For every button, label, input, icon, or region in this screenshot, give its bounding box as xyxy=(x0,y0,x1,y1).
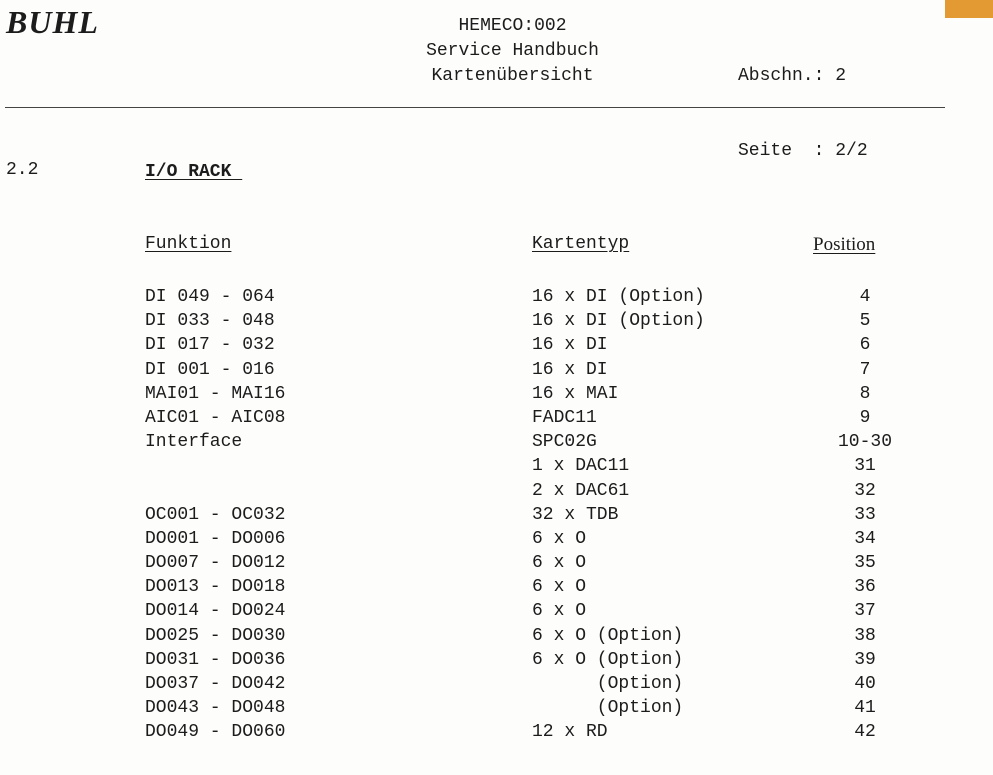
cell-funktion: AIC01 - AIC08 xyxy=(145,407,286,428)
cell-kartentyp: FADC11 xyxy=(532,407,597,428)
cell-position: 7 xyxy=(859,359,871,380)
cell-funktion: DO031 - DO036 xyxy=(145,649,286,670)
table-row xyxy=(0,309,993,333)
cell-position: 10-30 xyxy=(837,432,892,453)
card-table xyxy=(0,285,993,745)
table-row xyxy=(0,672,993,696)
company-logo: BUHL xyxy=(6,4,99,40)
cell-kartentyp: 16 x DI (Option) xyxy=(532,311,705,332)
cell-position: 42 xyxy=(854,722,876,743)
column-header-funktion: Funktion xyxy=(145,234,232,254)
table-row xyxy=(0,696,993,720)
cell-funktion: DO007 - DO012 xyxy=(145,553,286,574)
cell-kartentyp: SPC02G xyxy=(532,432,597,453)
cell-position: 40 xyxy=(854,674,876,694)
cell-kartentyp: 16 x DI xyxy=(532,335,608,356)
cell-funktion: DO049 - DO060 xyxy=(145,722,286,743)
cell-position: 5 xyxy=(859,311,871,332)
section-number: 2.2 xyxy=(6,160,39,180)
cell-position: 8 xyxy=(859,383,871,404)
cell-position: 37 xyxy=(854,601,876,622)
table-row xyxy=(0,454,993,478)
corner-mark xyxy=(945,0,993,18)
cell-kartentyp: (Option) xyxy=(532,674,684,694)
table-row xyxy=(0,648,993,672)
cell-kartentyp: 1 x DAC11 xyxy=(532,456,630,477)
table-row xyxy=(0,358,993,382)
page-label: Seite : 2/2 xyxy=(738,141,868,161)
cell-funktion: DO043 - DO048 xyxy=(145,698,286,719)
cell-position: 36 xyxy=(854,577,876,598)
table-row xyxy=(0,430,993,454)
cell-funktion: DI 033 - 048 xyxy=(145,311,275,332)
cell-funktion: DO001 - DO006 xyxy=(145,528,286,549)
cell-funktion: DI 001 - 016 xyxy=(145,359,275,380)
cell-kartentyp: 6 x O xyxy=(532,528,587,549)
cell-kartentyp: 16 x DI xyxy=(532,359,608,380)
table-row xyxy=(0,527,993,551)
cell-position: 38 xyxy=(854,625,876,646)
table-row xyxy=(0,503,993,527)
table-row xyxy=(0,479,993,503)
cell-funktion: OC001 - OC032 xyxy=(145,504,286,525)
document-title: Service Handbuch xyxy=(426,41,599,61)
section-label: Abschn.: 2 xyxy=(738,66,847,86)
cell-kartentyp: 32 x TDB xyxy=(532,504,619,525)
cell-position: 32 xyxy=(854,480,876,501)
cell-position: 35 xyxy=(854,553,876,574)
table-row xyxy=(0,333,993,357)
document-subtitle: Kartenübersicht xyxy=(431,66,594,86)
cell-kartentyp: 2 x DAC61 xyxy=(532,480,630,501)
cell-kartentyp: 16 x DI (Option) xyxy=(532,287,705,307)
table-row xyxy=(0,285,993,309)
cell-kartentyp: 6 x O (Option) xyxy=(532,625,684,646)
cell-kartentyp: 6 x O (Option) xyxy=(532,649,684,670)
section-title: I/O RACK xyxy=(145,162,243,182)
cell-kartentyp: 6 x O xyxy=(532,601,587,622)
cell-position: 6 xyxy=(859,335,871,356)
cell-funktion: DI 017 - 032 xyxy=(145,335,275,356)
table-row xyxy=(0,720,993,744)
cell-position: 34 xyxy=(854,528,876,549)
table-row xyxy=(0,551,993,575)
table-row xyxy=(0,599,993,623)
cell-position: 39 xyxy=(854,649,876,670)
cell-funktion: Interface xyxy=(145,432,243,453)
table-row xyxy=(0,575,993,599)
cell-funktion: DO037 - DO042 xyxy=(145,674,286,694)
document-header xyxy=(385,14,640,89)
table-row xyxy=(0,382,993,406)
cell-funktion: DO025 - DO030 xyxy=(145,625,286,646)
column-header-position: Position xyxy=(813,234,876,255)
cell-funktion: DO014 - DO024 xyxy=(145,601,286,622)
document-id: HEMECO:002 xyxy=(458,16,567,36)
cell-position: 33 xyxy=(854,504,876,525)
cell-kartentyp: 6 x O xyxy=(532,553,587,574)
cell-kartentyp: (Option) xyxy=(532,698,684,719)
cell-funktion: DI 049 - 064 xyxy=(145,287,275,307)
table-row xyxy=(0,406,993,430)
page-info xyxy=(738,14,868,189)
cell-position: 4 xyxy=(859,287,871,307)
cell-funktion: DO013 - DO018 xyxy=(145,577,286,598)
cell-funktion: MAI01 - MAI16 xyxy=(145,383,286,404)
cell-kartentyp: 6 x O xyxy=(532,577,587,598)
cell-position: 31 xyxy=(854,456,876,477)
cell-position: 41 xyxy=(854,698,876,719)
cell-kartentyp: 16 x MAI xyxy=(532,383,619,404)
column-header-kartentyp: Kartentyp xyxy=(532,234,630,254)
table-row xyxy=(0,624,993,648)
cell-position: 9 xyxy=(859,407,871,428)
header-divider xyxy=(5,107,945,108)
cell-kartentyp: 12 x RD xyxy=(532,722,608,743)
